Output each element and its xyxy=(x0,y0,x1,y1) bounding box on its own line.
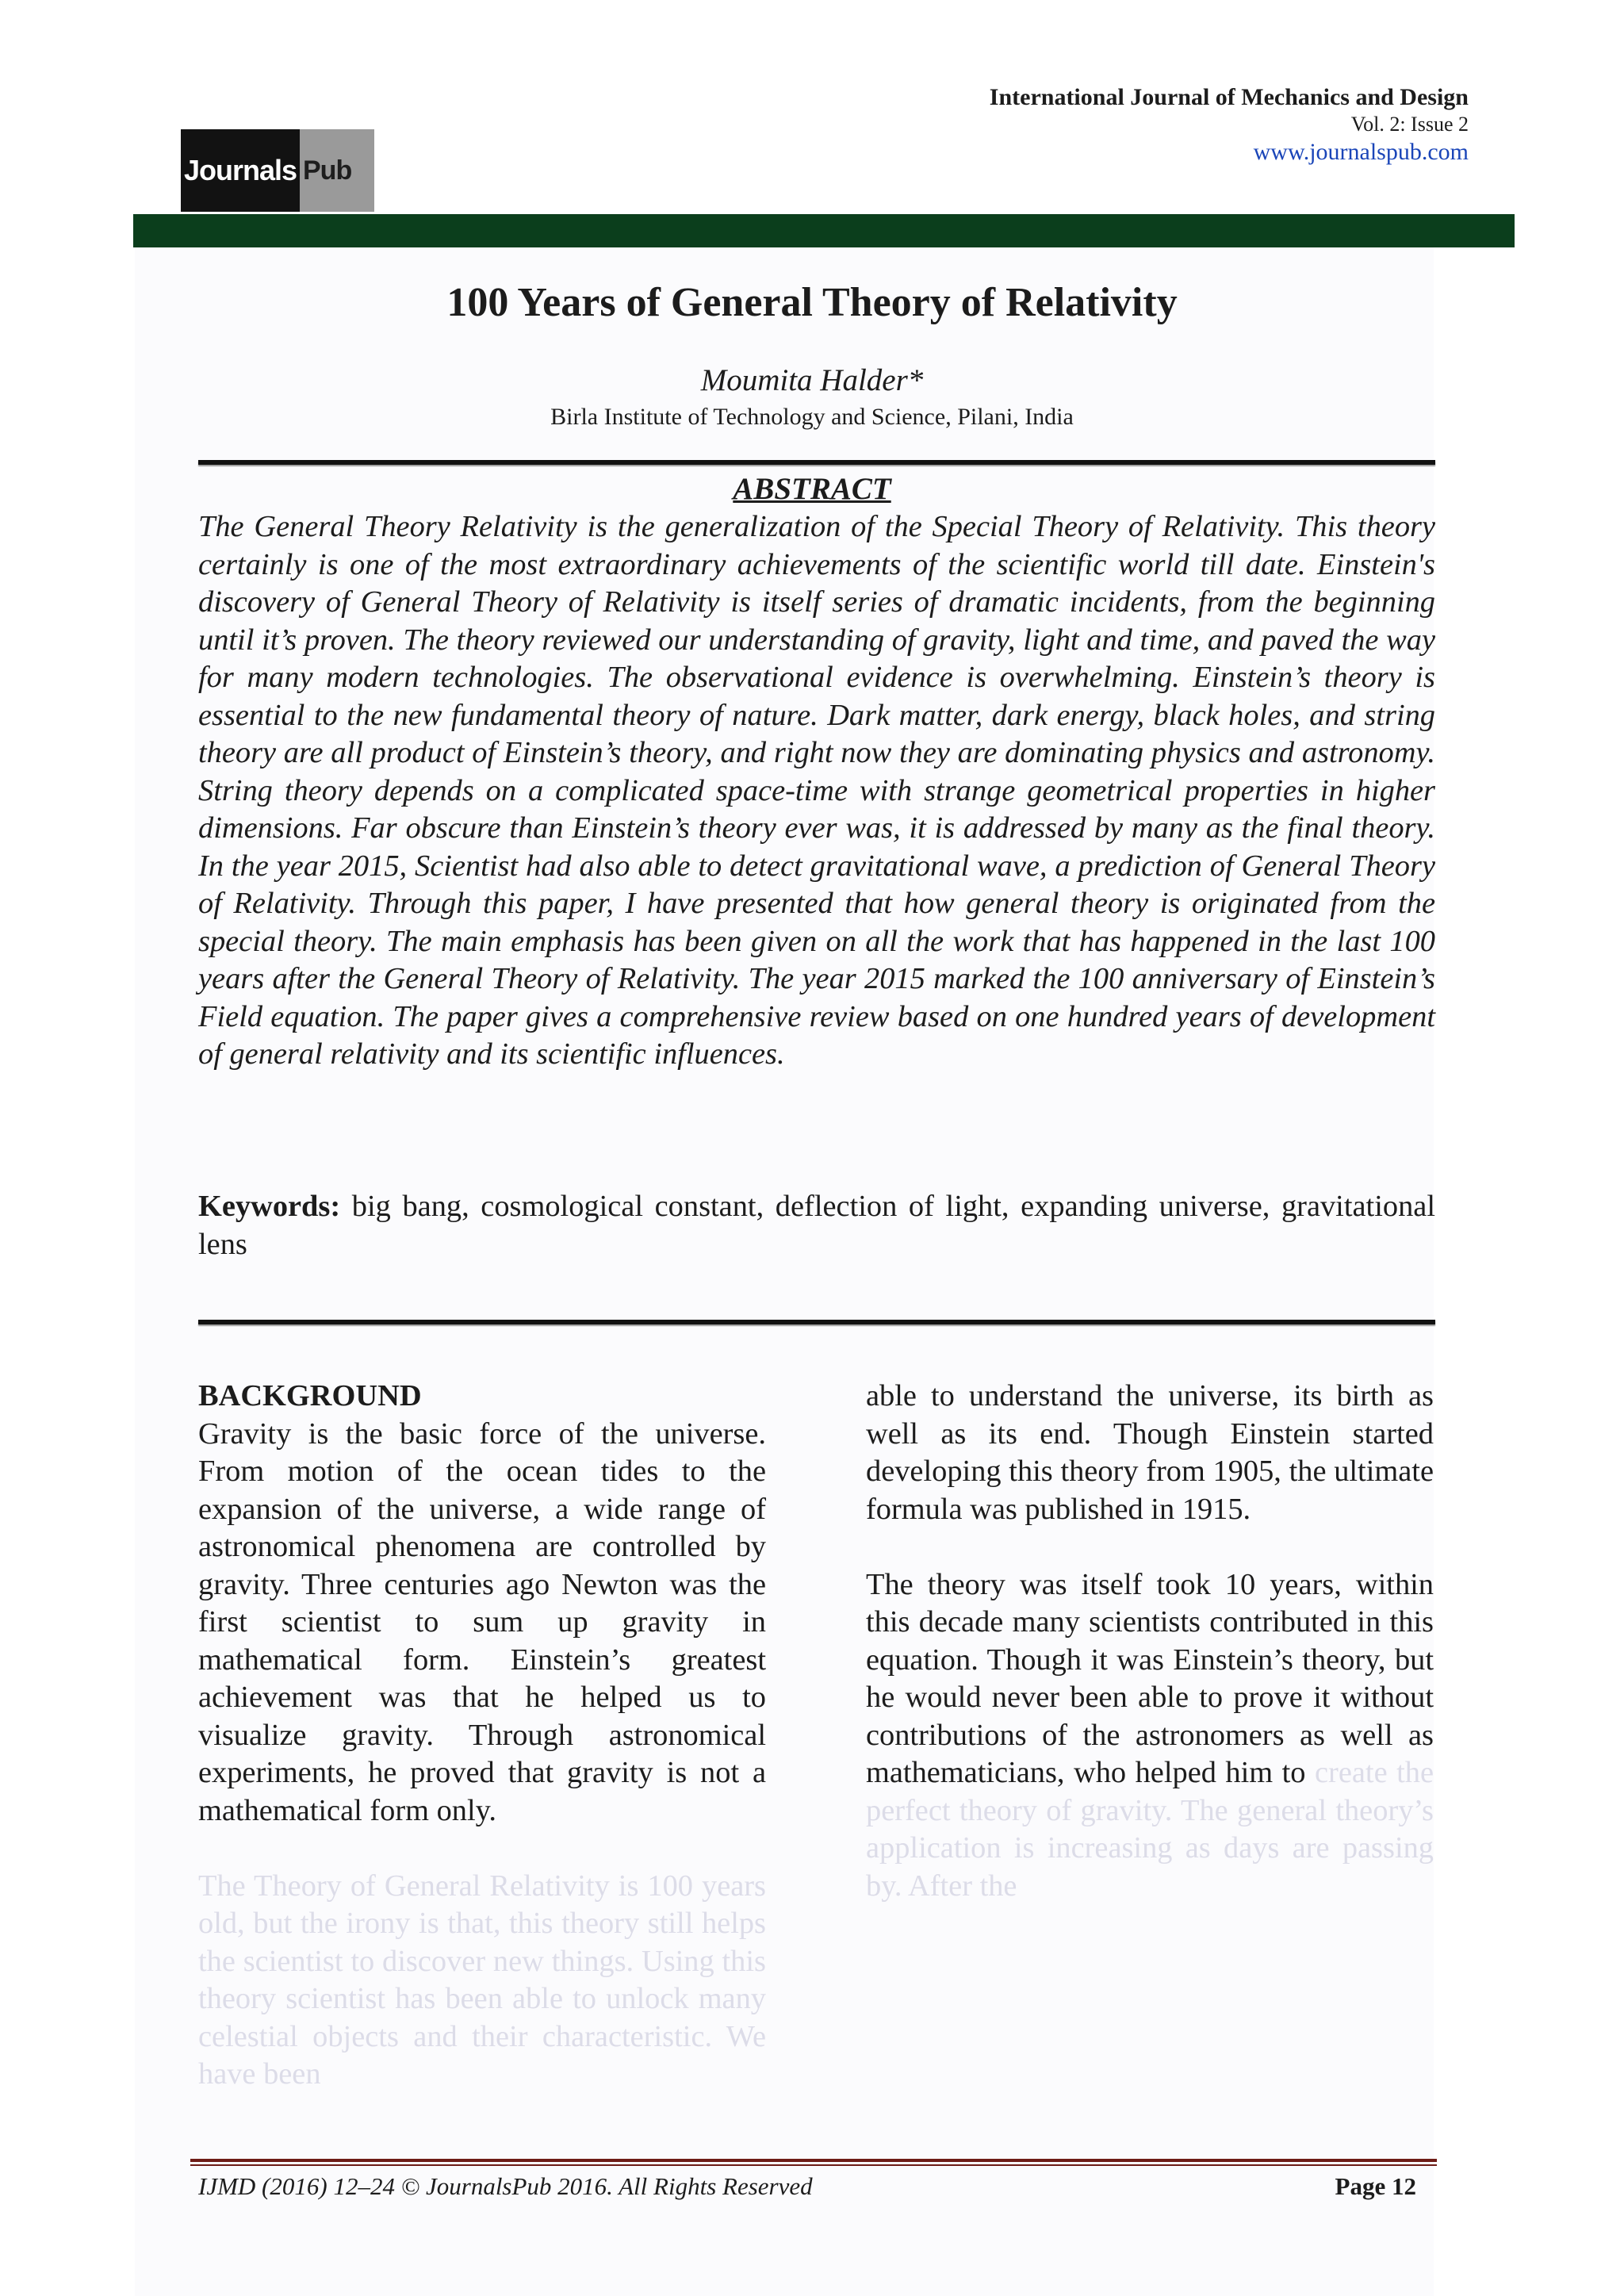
author-name: Moumita Halder* xyxy=(700,363,924,397)
journal-header xyxy=(990,82,1469,168)
body-paragraph-faded: The Theory of General Relativity is 100 years old, but the irony is that, this theory still helps the scientist to discover new things. Using this theory scientist has been able to unlock many celestial objects and their characteristic. We have been xyxy=(198,1869,766,2091)
page-number: Page 12 xyxy=(1335,2172,1416,2200)
journalspub-logo xyxy=(181,129,374,212)
section-heading-background: BACKGROUND xyxy=(198,1379,422,1412)
keywords-text: big bang, cosmological constant, deflection of light, expanding universe, gravitational lens xyxy=(198,1190,1435,1261)
paragraph-gap xyxy=(866,1528,1434,1566)
journal-title: International Journal of Mechanics and Design xyxy=(989,84,1469,110)
paragraph-gap xyxy=(198,1830,766,1868)
body-paragraph xyxy=(866,1566,1434,1906)
abstract-text: The General Theory Relativity is the generalization of the Special Theory of Relativity. This theory certainly is one of the most extraordinary achievements of the scientific world till date. Einstein's discovery of General Theory of Relativity is itself series of dramatic incidents, from the beginning until it’s proven. The theory reviewed our understanding of gravity, light and time, and paved the way for many modern technologies. The observational evidence is overwhelming. Einstein’s theory is essential to the new fundamental theory of nature. Dark matter, dark energy, black holes, and string theory are all product of Einstein’s theory, and right now they are dominating physics and astronomy. String theory depends on a complicated space-time with strange geometrical properties in higher dimensions. Far obscure than Einstein’s theory ever was, it is addressed by many as the final theory. In the year 2015, Scientist had also able to detect gravitational wave, a prediction of General Theory of Relativity. Through this paper, I have presented that how general theory is originated from the special theory. The main emphasis has been given on all the work that has happened in the last 100 years after the General Theory of Relativity. The year 2015 marked the 100 anniversary of Einstein’s Field equation. The paper gives a comprehensive review based on one hundred years of development of general relativity and its scientific influences. xyxy=(198,510,1435,1071)
abstract-bottom-rule xyxy=(198,1320,1435,1324)
header-bar xyxy=(133,214,1515,247)
body-paragraph: Gravity is the basic force of the universe. From motion of the ocean tides to the expansion of the universe, a wide range of astronomical phenomena are controlled by gravity. Three centuries ago Newton was the first scientist to sum up gravity in mathematical form. Einstein’s greatest achievement was that he helped us to visualize gravity. Through astronomical experiments, he proved that gravity is not a mathematical form only. xyxy=(198,1416,766,1827)
journal-issue: Vol. 2: Issue 2 xyxy=(1350,113,1469,136)
author-affiliation: Birla Institute of Technology and Science, Pilani, India xyxy=(550,404,1074,430)
abstract-top-rule xyxy=(198,460,1435,465)
body-paragraph: able to understand the universe, its birth as well as its end. Though Einstein started developing this theory from 1905, the ultimate formula was published in 1915. xyxy=(866,1379,1434,1526)
body-column-right xyxy=(866,1378,1434,1905)
logo-text-pub: Pub xyxy=(303,155,352,186)
paper-title: 100 Years of General Theory of Relativity xyxy=(446,280,1178,325)
logo-text-journals: Journals xyxy=(181,129,300,212)
abstract-heading: ABSTRACT xyxy=(733,472,891,506)
footer-citation: IJMD (2016) 12–24 © JournalsPub 2016. All Rights Reserved xyxy=(198,2172,813,2200)
body-column-left xyxy=(198,1378,766,2094)
keywords xyxy=(198,1188,1435,1263)
body-paragraph-visible: The theory was itself took 10 years, within this decade many scientists contributed in this equation. Though it was Einstein’s theory, but he would never been able to prove it without contributions of the astronomers as well as mathematicians, who helped him to xyxy=(866,1567,1434,1789)
body-paragraph-faded: create the perfect theory of gravity. The general theory’s application is increasing as days are passing by. After the xyxy=(866,1756,1434,1903)
journal-url-link[interactable]: www.journalspub.com xyxy=(1253,139,1469,165)
footer-rule xyxy=(190,2159,1437,2166)
keywords-label: Keywords: xyxy=(198,1190,341,1223)
